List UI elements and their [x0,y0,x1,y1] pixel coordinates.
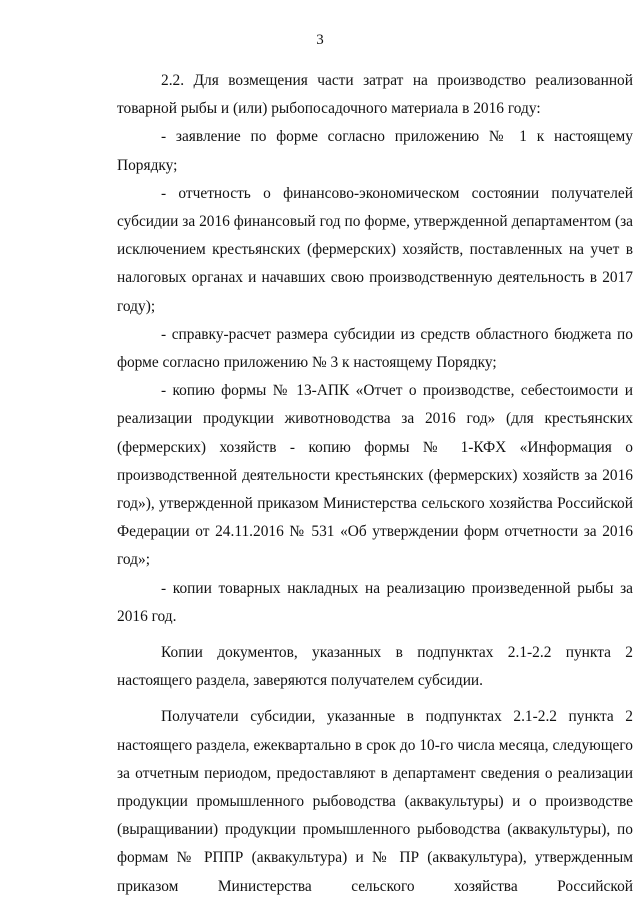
list-item-invoices: - копии товарных накладных на реализацию произведенной рыбы за 2016 год. [117,579,633,625]
page-number: 3 [316,32,324,48]
list-item-form-13-apk: - копию формы № 13-АПК «Отчет о производстве, себестоимости и реализации продукции животноводства за 2016 год» (для крестьянских (фермерских) хозяйств - копию формы № 1-КФХ «Информация о производственной деятельности крестьянских (фермерских) хозяйств за 2016 год»), утвержденной приказом Министерства сельского хозяйства Российской Федерации от 24.11.2016 № 531 «Об утверждении форм отчетности за 2016 год»; [117,382,633,569]
paragraph-quarterly-reporting: Получатели субсидии, указанные в подпунктах 2.1-2.2 пункта 2 настоящего раздела, ежеквартально в срок до 10-го числа месяца, следующего за отчетным периодом, предоставляют в департамент сведения о реализации продукции промышленного рыбоводства (аквакультуры) и о производстве (выращивании) продукции промышленного рыбоводства (аквакультуры), по формам № РППР (аквакультура) и № ПР (аквакультура), утвержденным приказом Министерства сельского хозяйства Российской [117,708,633,895]
list-item-financial-report: - отчетность о финансово-экономическом состоянии получателей субсидии за 2016 финансовый год по форме, утвержденной департаментом (за исключением крестьянских (фермерских) хозяйств, поставленных на учет в налоговых органах и начавших свою производственную деятельность в 2017 году); [117,184,633,315]
paragraph-copies-certified: Копии документов, указанных в подпунктах 2.1-2.2 пункта 2 настоящего раздела, заверяются получателем субсидии. [117,644,633,690]
document-body [117,67,633,901]
paragraph-2-2-heading: 2.2. Для возмещения части затрат на производство реализованной товарной рыбы и (или) рыбопосадочного материала в 2016 году: [117,72,633,118]
list-item-subsidy-calculation: - справку-расчет размера субсидии из средств областного бюджета по форме согласно приложению № 3 к настоящему Порядку; [117,325,633,372]
list-item-application: - заявление по форме согласно приложению № 1 к настоящему Порядку; [117,128,633,174]
